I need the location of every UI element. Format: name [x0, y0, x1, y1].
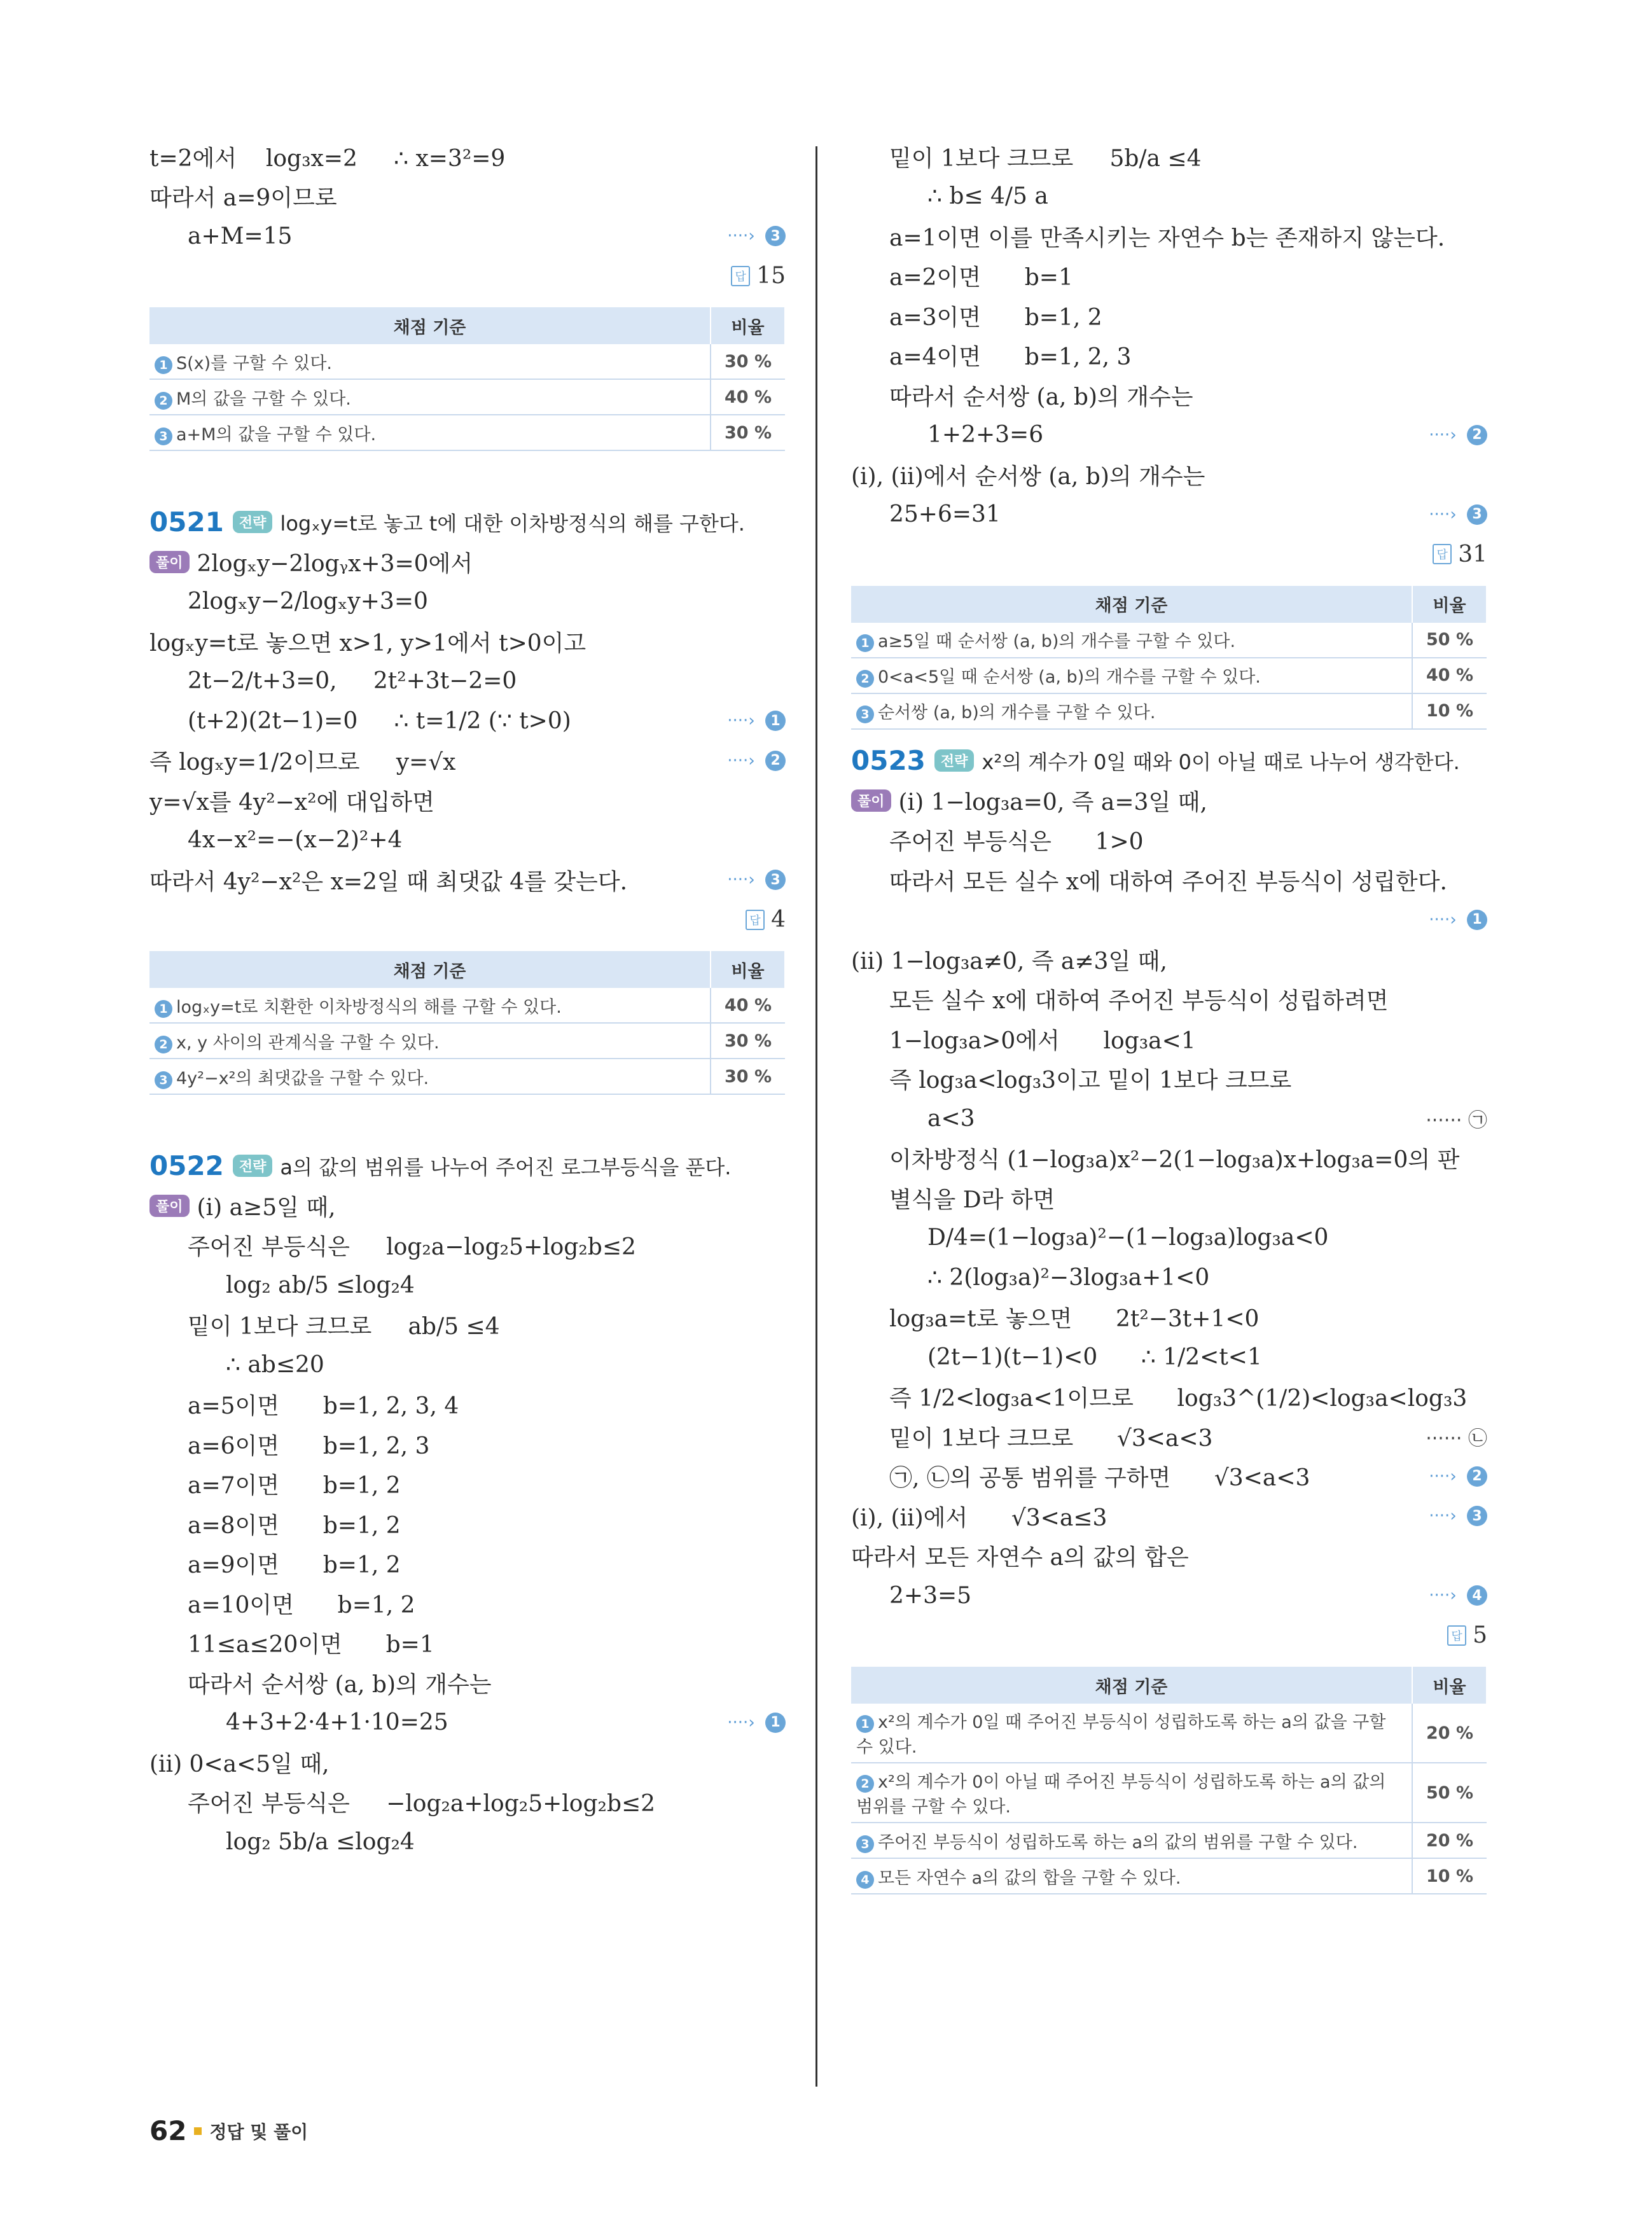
column-divider [816, 146, 817, 2087]
strategy-tag: 전략 [233, 1155, 273, 1177]
answer-icon: 답 [1447, 1625, 1466, 1646]
grading-table: 채점 기준 비율 1 S(x)를 구할 수 있다. 30 % 2 M의 값을 구할 수 있다. 40 % 3 a+M의 값을 구할 수 있다. 30 % [149, 307, 786, 451]
text-line: y=√x를 4y²−x²에 대입하면 [149, 789, 434, 816]
step-marker: ····› 1 [727, 1713, 786, 1733]
text-line: 풀이 2logₓy−2logᵧx+3=0에서 [149, 542, 786, 582]
table-row: 3 순서쌍 (a, b)의 개수를 구할 수 있다. 10 % [851, 693, 1487, 729]
text-line: a=6이면 b=1, 2, 3 [188, 1433, 430, 1459]
text-line: 따라서 모든 자연수 a의 값의 합은 [851, 1545, 1189, 1571]
answer-icon: 답 [1433, 544, 1452, 564]
text-line: 25+6=31 ····› 3 [851, 495, 1487, 535]
footer-label: 정답 및 풀이 [209, 2121, 309, 2143]
step-marker: ····› 1 [727, 711, 786, 731]
text-line: 주어진 부등식은 −log₂a+log₂5+log₂b≤2 [188, 1791, 656, 1817]
problem-number: 0522 [149, 1150, 224, 1182]
text-line: log₂ 5b/a ≤log₂4 [226, 1828, 415, 1855]
text-line: 따라서 순서쌍 (a, b)의 개수는 [188, 1671, 492, 1698]
strategy-text: logₓy=t로 놓고 t에 대한 이차방정식의 해를 구한다. [280, 511, 745, 536]
text-line: ㉠, ㉡의 공통 범위를 구하면 √3<a<3 ····› 2 [851, 1457, 1487, 1497]
solution-tag: 풀이 [149, 551, 190, 573]
solution-tag: 풀이 [149, 1195, 190, 1217]
text-line: 즉 logₓy=1/2이므로 y=√x ····› 2 [149, 741, 786, 781]
strategy-text: a의 값의 범위를 나누어 주어진 로그부등식을 푼다. [280, 1155, 732, 1179]
text-line: ∴ b≤ 4/5 a [927, 183, 1048, 210]
text-line: 주어진 부등식은 log₂a−log₂5+log₂b≤2 [188, 1234, 636, 1261]
text-line: a=10이면 b=1, 2 [188, 1592, 415, 1618]
table-row: 1 logₓy=t로 치환한 이차방정식의 해를 구할 수 있다. 40 % [149, 988, 785, 1023]
text-line: 따라서 순서쌍 (a, b)의 개수는 [889, 384, 1193, 410]
text-line: a=1이면 이를 만족시키는 자연수 b는 존재하지 않는다. [889, 225, 1445, 251]
text-line: 1+2+3=6 ····› 2 [851, 415, 1487, 455]
table-row: 2 x, y 사이의 관계식을 구할 수 있다. 30 % [149, 1023, 785, 1059]
page-number: 62 [149, 2115, 187, 2146]
answer-line: 답 5 [851, 1616, 1487, 1656]
solution-tag: 풀이 [851, 789, 891, 812]
text-line: 풀이 (i) a≥5일 때, [149, 1186, 786, 1226]
text-line: 1−log₃a>0에서 log₃a<1 [889, 1027, 1196, 1054]
step-marker: ····› 2 [1429, 425, 1487, 445]
table-row: 1 x²의 계수가 0일 때 주어진 부등식이 성립하도록 하는 a의 값을 구할 수 있다. 20 % [851, 1704, 1487, 1763]
text-line: a=7이면 b=1, 2 [188, 1473, 401, 1499]
text-line: 따라서 모든 실수 x에 대하여 주어진 부등식이 성립한다. [889, 868, 1447, 895]
text-line: logₓy=t로 놓으면 x>1, y>1에서 t>0이고 [149, 630, 587, 657]
answer-line: 답 15 [149, 256, 786, 296]
strategy-tag: 전략 [233, 511, 273, 533]
text-line: 4+3+2·4+1·10=25 ····› 1 [149, 1703, 786, 1743]
table-row: 3 주어진 부등식이 성립하도록 하는 a의 값의 범위를 구할 수 있다. 20 % [851, 1823, 1487, 1858]
text-line: (ii) 0<a<5일 때, [149, 1751, 330, 1777]
text-line: a=4이면 b=1, 2, 3 [889, 344, 1132, 371]
step-marker: ····› 4 [1429, 1585, 1487, 1606]
text-line: a=8이면 b=1, 2 [188, 1512, 401, 1539]
text-line: 별식을 D라 하면 [889, 1186, 1055, 1213]
strategy-tag: 전략 [934, 749, 975, 772]
text-line: 주어진 부등식은 1>0 [889, 829, 1144, 856]
text-line: 따라서 4y²−x²은 x=2일 때 최댓값 4를 갖는다. ····› 3 [149, 860, 786, 900]
text-line: 밑이 1보다 크므로 5b/a ≤4 [889, 145, 1202, 172]
text-line: a=3이면 b=1, 2 [889, 304, 1102, 331]
footer-square-icon [194, 2127, 202, 2135]
text-line: a=2이면 b=1 [889, 265, 1073, 291]
problem-header [149, 503, 786, 543]
text-line: (2t−1)(t−1)<0 ∴ 1/2<t<1 [927, 1344, 1262, 1370]
text-line: a=5이면 b=1, 2, 3, 4 [188, 1393, 459, 1420]
text-line: t=2에서 log₃x=2 ∴ x=3²=9 [149, 145, 506, 172]
table-row: 2 0<a<5일 때 순서쌍 (a, b)의 개수를 구할 수 있다. 40 % [851, 658, 1487, 693]
left-column [149, 137, 786, 1862]
table-row: 2 x²의 계수가 0이 아닐 때 주어진 부등식이 성립하도록 하는 a의 값의 범위를 구할 수 있다. 50 % [851, 1763, 1487, 1823]
grading-table: 채점 기준 비율 1 logₓy=t로 치환한 이차방정식의 해를 구할 수 있다. 40 % 2 x, y 사이의 관계식을 구할 수 있다. 30 % 3 4y²−x²의 최댓값을 구할 수 있다. 30 % [149, 951, 786, 1095]
text-line: (i), (ii)에서 √3<a≤3 ····› 3 [851, 1496, 1487, 1536]
text-line [851, 900, 1487, 940]
text-line: (i), (ii)에서 순서쌍 (a, b)의 개수는 [851, 463, 1205, 490]
text-line: (t+2)(2t−1)=0 ∴ t=1/2 (∵ t>0) ····› 1 [149, 701, 786, 741]
text-line: 4x−x²=−(x−2)²+4 [188, 827, 403, 854]
answer-line: 답 31 [851, 534, 1487, 574]
text-line: 2logₓy−2/logₓy+3=0 [188, 588, 428, 615]
grading-table: 채점 기준 비율 1 a≥5일 때 순서쌍 (a, b)의 개수를 구할 수 있다. 50 % 2 0<a<5일 때 순서쌍 (a, b)의 개수를 구할 수 있다. 40 % 3 순서쌍 (a, b)의 개수를 구할 수 있다. 10 % [851, 586, 1487, 730]
answer-icon: 답 [746, 910, 765, 930]
text-line: log₂ ab/5 ≤log₂4 [226, 1272, 415, 1298]
page-footer [149, 2115, 308, 2146]
right-column [851, 137, 1487, 1906]
text-line: log₃a=t로 놓으면 2t²−3t+1<0 [889, 1306, 1260, 1333]
text-line: 2+3=5 ····› 4 [851, 1576, 1487, 1616]
text-line: a+M=15 ····› 3 [149, 216, 786, 256]
strategy-text: x²의 계수가 0일 때와 0이 아닐 때로 나누어 생각한다. [982, 749, 1460, 774]
step-marker: ····› 2 [727, 751, 786, 771]
text-line: D/4=(1−log₃a)²−(1−log₃a)log₃a<0 [927, 1225, 1329, 1251]
text-line: 모든 실수 x에 대하여 주어진 부등식이 성립하려면 [889, 988, 1389, 1015]
text-line: ∴ ab≤20 [226, 1351, 324, 1378]
text-line: 즉 1/2<log₃a<1이므로 log₃3^(1/2)<log₃a<log₃3 [889, 1386, 1468, 1412]
step-marker: ····› 3 [1429, 1506, 1487, 1526]
problem-number: 0521 [149, 506, 224, 538]
table-row: 4 모든 자연수 a의 값의 합을 구할 수 있다. 10 % [851, 1858, 1487, 1894]
text-line: 즉 log₃a<log₃3이고 밑이 1보다 크므로 [889, 1067, 1292, 1094]
step-marker: ····› 3 [727, 870, 786, 890]
problem-header [851, 741, 1487, 781]
text-line: ∴ 2(log₃a)²−3log₃a+1<0 [927, 1264, 1210, 1291]
table-row: 3 4y²−x²의 최댓값을 구할 수 있다. 30 % [149, 1059, 785, 1094]
text-line: a=9이면 b=1, 2 [188, 1552, 401, 1579]
text-line: 따라서 a=9이므로 [149, 185, 337, 212]
text-line: a<3 ······ ㉠ [927, 1105, 1487, 1132]
problem-number: 0523 [851, 745, 926, 777]
answer-line: 답 4 [149, 900, 786, 940]
text-line: 밑이 1보다 크므로 √3<a<3 ······ ㉡ [889, 1425, 1487, 1452]
table-row: 1 S(x)를 구할 수 있다. 30 % [149, 344, 785, 379]
text-line: 2t−2/t+3=0, 2t²+3t−2=0 [188, 668, 517, 695]
step-marker: ····› 2 [1429, 1466, 1487, 1487]
table-row: 3 a+M의 값을 구할 수 있다. 30 % [149, 415, 785, 450]
text-line: (ii) 1−log₃a≠0, 즉 a≠3일 때, [851, 948, 1167, 975]
text-line: 밑이 1보다 크므로 ab/5 ≤4 [188, 1314, 500, 1340]
table-row: 1 a≥5일 때 순서쌍 (a, b)의 개수를 구할 수 있다. 50 % [851, 623, 1487, 658]
answer-icon: 답 [731, 266, 750, 286]
step-marker: ····› 3 [1429, 504, 1487, 525]
step-marker: ····› 3 [727, 226, 786, 246]
table-row: 2 M의 값을 구할 수 있다. 40 % [149, 379, 785, 415]
step-marker: ····› 1 [1429, 910, 1487, 930]
text-line: 이차방정식 (1−log₃a)x²−2(1−log₃a)x+log₃a=0의 판 [889, 1147, 1460, 1174]
grading-table: 채점 기준 비율 1 x²의 계수가 0일 때 주어진 부등식이 성립하도록 하는 a의 값을 구할 수 있다. 20 % 2 x²의 계수가 0이 아닐 때 주어진 부등식이 성립하도록 하는 a의 값의 범위를 구할 수 있다. 50 % 3 주어진 부등식이 성립하도록 하는 a의 값의 범위를 구할 수 있다. 20 % 4 모든 자연수 a의 값의 합을 구할 수 있다. 10 % [851, 1667, 1487, 1894]
problem-header [149, 1146, 786, 1186]
text-line: 풀이 (i) 1−log₃a=0, 즉 a=3일 때, [851, 781, 1487, 821]
text-line: 11≤a≤20이면 b=1 [188, 1632, 434, 1658]
